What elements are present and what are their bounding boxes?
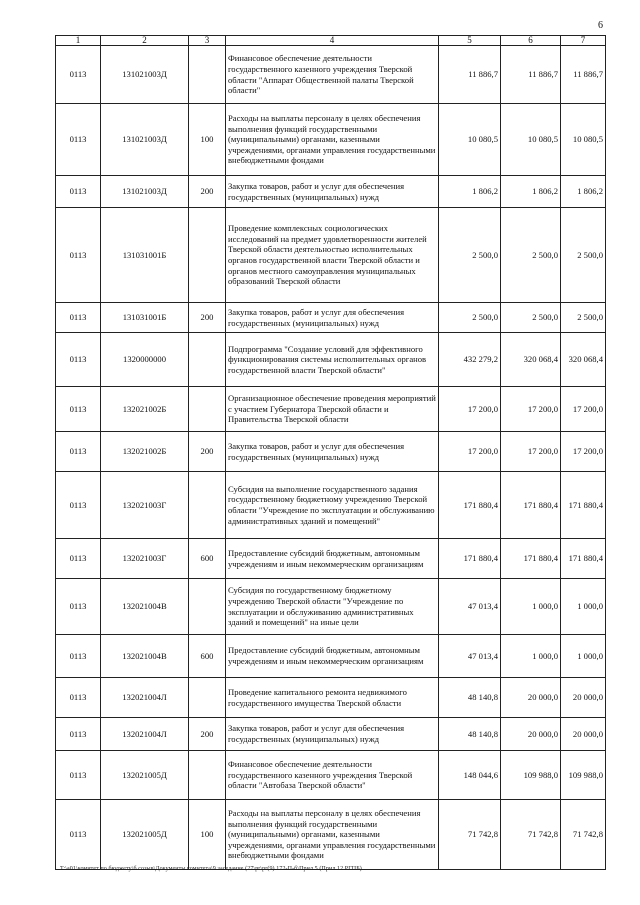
expense-type-cell: 200 [189,176,226,208]
target-code-cell: 132021004Л [101,678,189,718]
table-row [56,176,606,208]
item-name-cell: Финансовое обеспечение деятельности государственного казенного учреждения Тверской области "Аппарат Общественной палаты Тверской области" [226,46,439,104]
amount-cell: 71 742,8 [439,800,501,870]
section-code-cell: 0113 [56,104,101,176]
amount-cell: 171 880,4 [561,539,606,579]
amount-cell: 1 000,0 [561,635,606,678]
section-code-cell: 0113 [56,387,101,432]
amount-cell: 10 080,5 [561,104,606,176]
item-name-cell: Субсидия на выполнение государственного задания государственному бюджетному учреждению Тверской области "Учреждение по эксплуатации и обслуживанию административных зданий и помещений" [226,472,439,539]
item-name-cell: Закупка товаров, работ и услуг для обеспечения государственных (муниципальных) нужд [226,176,439,208]
column-header: 4 [226,36,439,46]
column-header: 3 [189,36,226,46]
section-code-cell: 0113 [56,579,101,635]
amount-cell: 109 988,0 [561,751,606,800]
item-name-cell: Предоставление субсидий бюджетным, автономным учреждениям и иным некоммерческим организациям [226,635,439,678]
amount-cell: 11 886,7 [561,46,606,104]
amount-cell: 320 068,4 [501,333,561,387]
column-header: 6 [501,36,561,46]
item-name-cell: Закупка товаров, работ и услуг для обеспечения государственных (муниципальных) нужд [226,303,439,333]
amount-cell: 17 200,0 [439,387,501,432]
amount-cell: 17 200,0 [501,387,561,432]
table-row [56,46,606,104]
target-code-cell: 132021005Д [101,800,189,870]
section-code-cell: 0113 [56,472,101,539]
expense-type-cell [189,333,226,387]
amount-cell: 17 200,0 [561,432,606,472]
target-code-cell: 132021002Б [101,387,189,432]
table-header-row [56,36,606,46]
section-code-cell: 0113 [56,635,101,678]
amount-cell: 1 000,0 [501,635,561,678]
amount-cell: 2 500,0 [561,208,606,303]
table-row [56,208,606,303]
amount-cell: 1 806,2 [501,176,561,208]
item-name-cell: Финансовое обеспечение деятельности государственного казенного учреждения Тверской области "Автобаза Тверской области" [226,751,439,800]
target-code-cell: 132021004В [101,579,189,635]
column-header: 7 [561,36,606,46]
target-code-cell: 132021005Д [101,751,189,800]
amount-cell: 1 806,2 [561,176,606,208]
section-code-cell: 0113 [56,303,101,333]
section-code-cell: 0113 [56,46,101,104]
amount-cell: 47 013,4 [439,635,501,678]
amount-cell: 2 500,0 [561,303,606,333]
target-code-cell: 132021004Л [101,718,189,751]
amount-cell: 17 200,0 [501,432,561,472]
amount-cell: 71 742,8 [501,800,561,870]
item-name-cell: Расходы на выплаты персоналу в целях обеспечения выполнения функций государственными (муниципальными) органами, казенными учреждениями, органами управления государственными внебюджетными фондами [226,800,439,870]
amount-cell: 10 080,5 [439,104,501,176]
item-name-cell: Закупка товаров, работ и услуг для обеспечения государственных (муниципальных) нужд [226,718,439,751]
section-code-cell: 0113 [56,432,101,472]
amount-cell: 11 886,7 [439,46,501,104]
section-code-cell: 0113 [56,208,101,303]
expense-type-cell: 100 [189,104,226,176]
amount-cell: 47 013,4 [439,579,501,635]
target-code-cell: 132021003Г [101,539,189,579]
expense-type-cell [189,387,226,432]
expense-type-cell: 200 [189,303,226,333]
table-row [56,678,606,718]
expense-type-cell: 200 [189,718,226,751]
item-name-cell: Проведение капитального ремонта недвижимого государственного имущества Тверской области [226,678,439,718]
column-header: 5 [439,36,501,46]
expense-type-cell [189,472,226,539]
target-code-cell: 132021002Б [101,432,189,472]
amount-cell: 11 886,7 [501,46,561,104]
column-header: 1 [56,36,101,46]
table-row [56,387,606,432]
table-row [56,432,606,472]
amount-cell: 20 000,0 [501,718,561,751]
expense-type-cell: 600 [189,635,226,678]
footer-file-path: T:\a01\комитет по бюджету\б созыв\Документы комитета\9 заседание (27\pr\pr(9) 172-П-б\Прил 5 (Прил 12 РГПБ) [60,866,362,872]
page-number: 6 [598,20,603,31]
target-code-cell: 132021003Г [101,472,189,539]
amount-cell: 10 080,5 [501,104,561,176]
expense-type-cell [189,579,226,635]
amount-cell: 17 200,0 [561,387,606,432]
column-header: 2 [101,36,189,46]
amount-cell: 2 500,0 [439,208,501,303]
expense-type-cell [189,46,226,104]
item-name-cell: Закупка товаров, работ и услуг для обеспечения государственных (муниципальных) нужд [226,432,439,472]
amount-cell: 109 988,0 [501,751,561,800]
amount-cell: 320 068,4 [561,333,606,387]
target-code-cell: 131031001Б [101,208,189,303]
amount-cell: 1 000,0 [501,579,561,635]
item-name-cell: Подпрограмма "Создание условий для эффективного функционирования системы исполнительных органов государственной власти Тверской области" [226,333,439,387]
amount-cell: 20 000,0 [561,678,606,718]
expense-type-cell [189,751,226,800]
target-code-cell: 131031001Б [101,303,189,333]
item-name-cell: Организационное обеспечение проведения мероприятий с участием Губернатора Тверской области и Правительства Тверской области [226,387,439,432]
table-row [56,303,606,333]
expense-type-cell: 600 [189,539,226,579]
expense-type-cell [189,678,226,718]
table-row [56,718,606,751]
section-code-cell: 0113 [56,176,101,208]
section-code-cell: 0113 [56,718,101,751]
expense-type-cell: 100 [189,800,226,870]
table-row [56,635,606,678]
table-row [56,539,606,579]
amount-cell: 171 880,4 [439,472,501,539]
amount-cell: 2 500,0 [439,303,501,333]
amount-cell: 171 880,4 [501,472,561,539]
table-row [56,800,606,870]
section-code-cell: 0113 [56,539,101,579]
amount-cell: 20 000,0 [501,678,561,718]
amount-cell: 48 140,8 [439,678,501,718]
table-row [56,472,606,539]
amount-cell: 1 000,0 [561,579,606,635]
budget-table [55,35,606,870]
item-name-cell: Расходы на выплаты персоналу в целях обеспечения выполнения функций государственными (муниципальными) органами, казенными учреждениями, органами управления государственными внебюджетными фондами [226,104,439,176]
amount-cell: 2 500,0 [501,208,561,303]
item-name-cell: Субсидия по государственному бюджетному учреждению Тверской области "Учреждение по эксплуатации и обслуживанию административных зданий и помещений" на иные цели [226,579,439,635]
target-code-cell: 1320000000 [101,333,189,387]
amount-cell: 171 880,4 [561,472,606,539]
amount-cell: 171 880,4 [439,539,501,579]
amount-cell: 20 000,0 [561,718,606,751]
item-name-cell: Проведение комплексных социологических исследований на предмет удовлетворенности жителей Тверской области деятельностью исполнительных органов государственной власти Тверской области и органов местного самоуправления муниципальных образований Тверской области [226,208,439,303]
expense-type-cell: 200 [189,432,226,472]
amount-cell: 1 806,2 [439,176,501,208]
section-code-cell: 0113 [56,751,101,800]
amount-cell: 171 880,4 [501,539,561,579]
expense-type-cell [189,208,226,303]
section-code-cell: 0113 [56,800,101,870]
amount-cell: 48 140,8 [439,718,501,751]
section-code-cell: 0113 [56,678,101,718]
target-code-cell: 132021004В [101,635,189,678]
amount-cell: 432 279,2 [439,333,501,387]
table-row [56,751,606,800]
target-code-cell: 131021003Д [101,46,189,104]
amount-cell: 17 200,0 [439,432,501,472]
amount-cell: 71 742,8 [561,800,606,870]
amount-cell: 148 044,6 [439,751,501,800]
amount-cell: 2 500,0 [501,303,561,333]
table-row [56,579,606,635]
target-code-cell: 131021003Д [101,176,189,208]
target-code-cell: 131021003Д [101,104,189,176]
table-row [56,104,606,176]
item-name-cell: Предоставление субсидий бюджетным, автономным учреждениям и иным некоммерческим организациям [226,539,439,579]
section-code-cell: 0113 [56,333,101,387]
table-row [56,333,606,387]
